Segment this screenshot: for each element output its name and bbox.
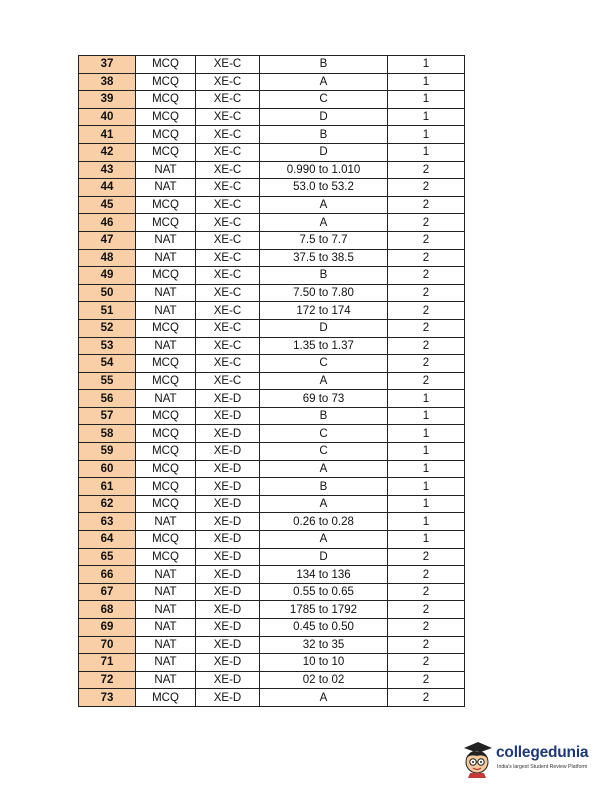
table-row — [79, 619, 465, 637]
section-cell: XE-D — [196, 443, 260, 461]
question-type-cell: NAT — [136, 513, 196, 531]
marks-cell: 2 — [388, 214, 465, 232]
question-number-cell: 62 — [79, 495, 136, 513]
section-cell: XE-D — [196, 513, 260, 531]
answer-key-cell: 69 to 73 — [260, 390, 388, 408]
section-cell: XE-C — [196, 108, 260, 126]
answer-key-cell: B — [260, 56, 388, 74]
question-type-cell: MCQ — [136, 407, 196, 425]
question-number-cell: 38 — [79, 73, 136, 91]
section-cell: XE-C — [196, 372, 260, 390]
question-type-cell: MCQ — [136, 91, 196, 109]
question-number-cell: 45 — [79, 196, 136, 214]
marks-cell: 2 — [388, 689, 465, 707]
answer-key-cell: B — [260, 126, 388, 144]
question-type-cell: MCQ — [136, 495, 196, 513]
question-number-cell: 69 — [79, 619, 136, 637]
table-row — [79, 179, 465, 197]
answer-key-cell: A — [260, 531, 388, 549]
question-number-cell: 39 — [79, 91, 136, 109]
question-number-cell: 53 — [79, 337, 136, 355]
table-row — [79, 372, 465, 390]
marks-cell: 1 — [388, 91, 465, 109]
table-row — [79, 284, 465, 302]
question-type-cell: MCQ — [136, 355, 196, 373]
table-row — [79, 337, 465, 355]
section-cell: XE-C — [196, 73, 260, 91]
table-row — [79, 355, 465, 373]
marks-cell: 2 — [388, 601, 465, 619]
question-number-cell: 47 — [79, 231, 136, 249]
answer-key-cell: 32 to 35 — [260, 636, 388, 654]
answer-key-cell: C — [260, 425, 388, 443]
answer-key-body — [79, 56, 465, 707]
section-cell: XE-C — [196, 91, 260, 109]
table-row — [79, 531, 465, 549]
question-number-cell: 61 — [79, 478, 136, 496]
answer-key-cell: A — [260, 689, 388, 707]
table-row — [79, 460, 465, 478]
table-row — [79, 302, 465, 320]
table-row — [79, 495, 465, 513]
answer-key-cell: A — [260, 73, 388, 91]
marks-cell: 1 — [388, 126, 465, 144]
table-row — [79, 478, 465, 496]
question-type-cell: MCQ — [136, 56, 196, 74]
answer-key-cell: 53.0 to 53.2 — [260, 179, 388, 197]
marks-cell: 2 — [388, 161, 465, 179]
marks-cell: 2 — [388, 566, 465, 584]
question-number-cell: 51 — [79, 302, 136, 320]
marks-cell: 2 — [388, 302, 465, 320]
answer-key-cell: 10 to 10 — [260, 654, 388, 672]
marks-cell: 2 — [388, 372, 465, 390]
answer-key-table — [78, 55, 465, 707]
answer-key-cell: 0.45 to 0.50 — [260, 619, 388, 637]
section-cell: XE-C — [196, 231, 260, 249]
question-type-cell: NAT — [136, 583, 196, 601]
answer-key-cell: A — [260, 214, 388, 232]
question-number-cell: 70 — [79, 636, 136, 654]
section-cell: XE-C — [196, 319, 260, 337]
section-cell: XE-C — [196, 179, 260, 197]
section-cell: XE-C — [196, 143, 260, 161]
question-type-cell: MCQ — [136, 108, 196, 126]
section-cell: XE-D — [196, 636, 260, 654]
table-row — [79, 407, 465, 425]
question-type-cell: NAT — [136, 636, 196, 654]
marks-cell: 1 — [388, 390, 465, 408]
table-row — [79, 443, 465, 461]
marks-cell: 2 — [388, 619, 465, 637]
brand-name: collegedunia — [496, 744, 589, 761]
table-row — [79, 56, 465, 74]
marks-cell: 1 — [388, 407, 465, 425]
question-type-cell: MCQ — [136, 214, 196, 232]
section-cell: XE-D — [196, 619, 260, 637]
answer-key-cell: 02 to 02 — [260, 671, 388, 689]
question-number-cell: 48 — [79, 249, 136, 267]
question-type-cell: MCQ — [136, 372, 196, 390]
section-cell: XE-D — [196, 531, 260, 549]
question-number-cell: 41 — [79, 126, 136, 144]
collegedunia-brand[interactable] — [458, 738, 588, 782]
table-row — [79, 601, 465, 619]
table-row — [79, 425, 465, 443]
section-cell: XE-D — [196, 425, 260, 443]
section-cell: XE-D — [196, 583, 260, 601]
question-type-cell: NAT — [136, 302, 196, 320]
marks-cell: 2 — [388, 179, 465, 197]
question-number-cell: 64 — [79, 531, 136, 549]
table-row — [79, 689, 465, 707]
question-type-cell: NAT — [136, 284, 196, 302]
answer-key-cell: C — [260, 443, 388, 461]
table-row — [79, 126, 465, 144]
marks-cell: 1 — [388, 73, 465, 91]
marks-cell: 2 — [388, 267, 465, 285]
question-type-cell: NAT — [136, 566, 196, 584]
table-row — [79, 671, 465, 689]
section-cell: XE-D — [196, 548, 260, 566]
question-type-cell: NAT — [136, 337, 196, 355]
table-row — [79, 654, 465, 672]
section-cell: XE-D — [196, 478, 260, 496]
answer-key-cell: 0.55 to 0.65 — [260, 583, 388, 601]
question-number-cell: 66 — [79, 566, 136, 584]
question-type-cell: MCQ — [136, 460, 196, 478]
answer-key-cell: 37.5 to 38.5 — [260, 249, 388, 267]
question-number-cell: 42 — [79, 143, 136, 161]
marks-cell: 2 — [388, 337, 465, 355]
question-number-cell: 60 — [79, 460, 136, 478]
marks-cell: 2 — [388, 583, 465, 601]
answer-key-cell: A — [260, 495, 388, 513]
section-cell: XE-C — [196, 284, 260, 302]
question-number-cell: 43 — [79, 161, 136, 179]
answer-key-cell: 134 to 136 — [260, 566, 388, 584]
section-cell: XE-D — [196, 566, 260, 584]
question-number-cell: 56 — [79, 390, 136, 408]
marks-cell: 1 — [388, 143, 465, 161]
answer-key-cell: 1785 to 1792 — [260, 601, 388, 619]
question-number-cell: 73 — [79, 689, 136, 707]
question-type-cell: MCQ — [136, 548, 196, 566]
section-cell: XE-C — [196, 56, 260, 74]
table-row — [79, 214, 465, 232]
table-row — [79, 196, 465, 214]
answer-key-cell: C — [260, 91, 388, 109]
answer-key-cell: 7.5 to 7.7 — [260, 231, 388, 249]
marks-cell: 1 — [388, 56, 465, 74]
question-type-cell: MCQ — [136, 267, 196, 285]
section-cell: XE-C — [196, 214, 260, 232]
question-type-cell: NAT — [136, 601, 196, 619]
table-row — [79, 161, 465, 179]
section-cell: XE-D — [196, 654, 260, 672]
answer-key-cell: D — [260, 319, 388, 337]
question-number-cell: 44 — [79, 179, 136, 197]
marks-cell: 1 — [388, 108, 465, 126]
section-cell: XE-C — [196, 161, 260, 179]
section-cell: XE-D — [196, 390, 260, 408]
question-number-cell: 72 — [79, 671, 136, 689]
marks-cell: 1 — [388, 425, 465, 443]
table-row — [79, 583, 465, 601]
answer-key-cell: D — [260, 108, 388, 126]
answer-key-cell: A — [260, 372, 388, 390]
marks-cell: 2 — [388, 196, 465, 214]
marks-cell: 1 — [388, 443, 465, 461]
section-cell: XE-D — [196, 601, 260, 619]
answer-key-cell: 172 to 174 — [260, 302, 388, 320]
table-row — [79, 513, 465, 531]
question-type-cell: MCQ — [136, 531, 196, 549]
answer-key-cell: 0.26 to 0.28 — [260, 513, 388, 531]
question-number-cell: 57 — [79, 407, 136, 425]
marks-cell: 2 — [388, 249, 465, 267]
answer-key-cell: A — [260, 460, 388, 478]
marks-cell: 2 — [388, 355, 465, 373]
answer-key-cell: D — [260, 548, 388, 566]
question-number-cell: 68 — [79, 601, 136, 619]
question-number-cell: 50 — [79, 284, 136, 302]
question-number-cell: 63 — [79, 513, 136, 531]
answer-key-cell: C — [260, 355, 388, 373]
question-type-cell: NAT — [136, 179, 196, 197]
question-type-cell: NAT — [136, 161, 196, 179]
table-row — [79, 73, 465, 91]
table-row — [79, 108, 465, 126]
answer-key-cell: D — [260, 143, 388, 161]
question-number-cell: 58 — [79, 425, 136, 443]
section-cell: XE-D — [196, 689, 260, 707]
section-cell: XE-D — [196, 671, 260, 689]
question-number-cell: 55 — [79, 372, 136, 390]
table-row — [79, 249, 465, 267]
marks-cell: 2 — [388, 654, 465, 672]
section-cell: XE-C — [196, 249, 260, 267]
table-row — [79, 566, 465, 584]
question-number-cell: 54 — [79, 355, 136, 373]
marks-cell: 2 — [388, 319, 465, 337]
section-cell: XE-D — [196, 407, 260, 425]
answer-key-cell: 7.50 to 7.80 — [260, 284, 388, 302]
marks-cell: 2 — [388, 231, 465, 249]
section-cell: XE-C — [196, 355, 260, 373]
question-type-cell: MCQ — [136, 126, 196, 144]
question-type-cell: MCQ — [136, 143, 196, 161]
question-type-cell: NAT — [136, 231, 196, 249]
answer-key-cell: 0.990 to 1.010 — [260, 161, 388, 179]
section-cell: XE-D — [196, 460, 260, 478]
marks-cell: 1 — [388, 495, 465, 513]
answer-key-cell: A — [260, 196, 388, 214]
table-row — [79, 390, 465, 408]
question-number-cell: 37 — [79, 56, 136, 74]
student-cartoon-logo-icon — [458, 738, 496, 778]
question-type-cell: NAT — [136, 619, 196, 637]
question-number-cell: 46 — [79, 214, 136, 232]
question-type-cell: MCQ — [136, 196, 196, 214]
question-type-cell: MCQ — [136, 478, 196, 496]
table-row — [79, 267, 465, 285]
marks-cell: 2 — [388, 636, 465, 654]
question-number-cell: 65 — [79, 548, 136, 566]
marks-cell: 1 — [388, 531, 465, 549]
answer-key-cell: B — [260, 267, 388, 285]
question-number-cell: 49 — [79, 267, 136, 285]
question-number-cell: 71 — [79, 654, 136, 672]
question-type-cell: NAT — [136, 654, 196, 672]
marks-cell: 1 — [388, 513, 465, 531]
question-type-cell: MCQ — [136, 425, 196, 443]
section-cell: XE-C — [196, 126, 260, 144]
question-type-cell: NAT — [136, 390, 196, 408]
question-type-cell: NAT — [136, 249, 196, 267]
question-number-cell: 40 — [79, 108, 136, 126]
question-number-cell: 52 — [79, 319, 136, 337]
marks-cell: 1 — [388, 478, 465, 496]
question-type-cell: NAT — [136, 671, 196, 689]
marks-cell: 1 — [388, 460, 465, 478]
section-cell: XE-C — [196, 337, 260, 355]
section-cell: XE-C — [196, 302, 260, 320]
question-type-cell: MCQ — [136, 443, 196, 461]
section-cell: XE-D — [196, 495, 260, 513]
answer-key-cell: B — [260, 478, 388, 496]
question-type-cell: MCQ — [136, 73, 196, 91]
answer-key-cell: B — [260, 407, 388, 425]
table-row — [79, 548, 465, 566]
table-row — [79, 636, 465, 654]
answer-key-cell: 1.35 to 1.37 — [260, 337, 388, 355]
section-cell: XE-C — [196, 196, 260, 214]
question-type-cell: MCQ — [136, 689, 196, 707]
table-row — [79, 143, 465, 161]
question-number-cell: 67 — [79, 583, 136, 601]
table-row — [79, 231, 465, 249]
table-row — [79, 319, 465, 337]
brand-tagline: India's largest Student Review Platform — [497, 764, 588, 770]
question-type-cell: MCQ — [136, 319, 196, 337]
table-row — [79, 91, 465, 109]
marks-cell: 2 — [388, 548, 465, 566]
section-cell: XE-C — [196, 267, 260, 285]
marks-cell: 2 — [388, 284, 465, 302]
marks-cell: 2 — [388, 671, 465, 689]
question-number-cell: 59 — [79, 443, 136, 461]
